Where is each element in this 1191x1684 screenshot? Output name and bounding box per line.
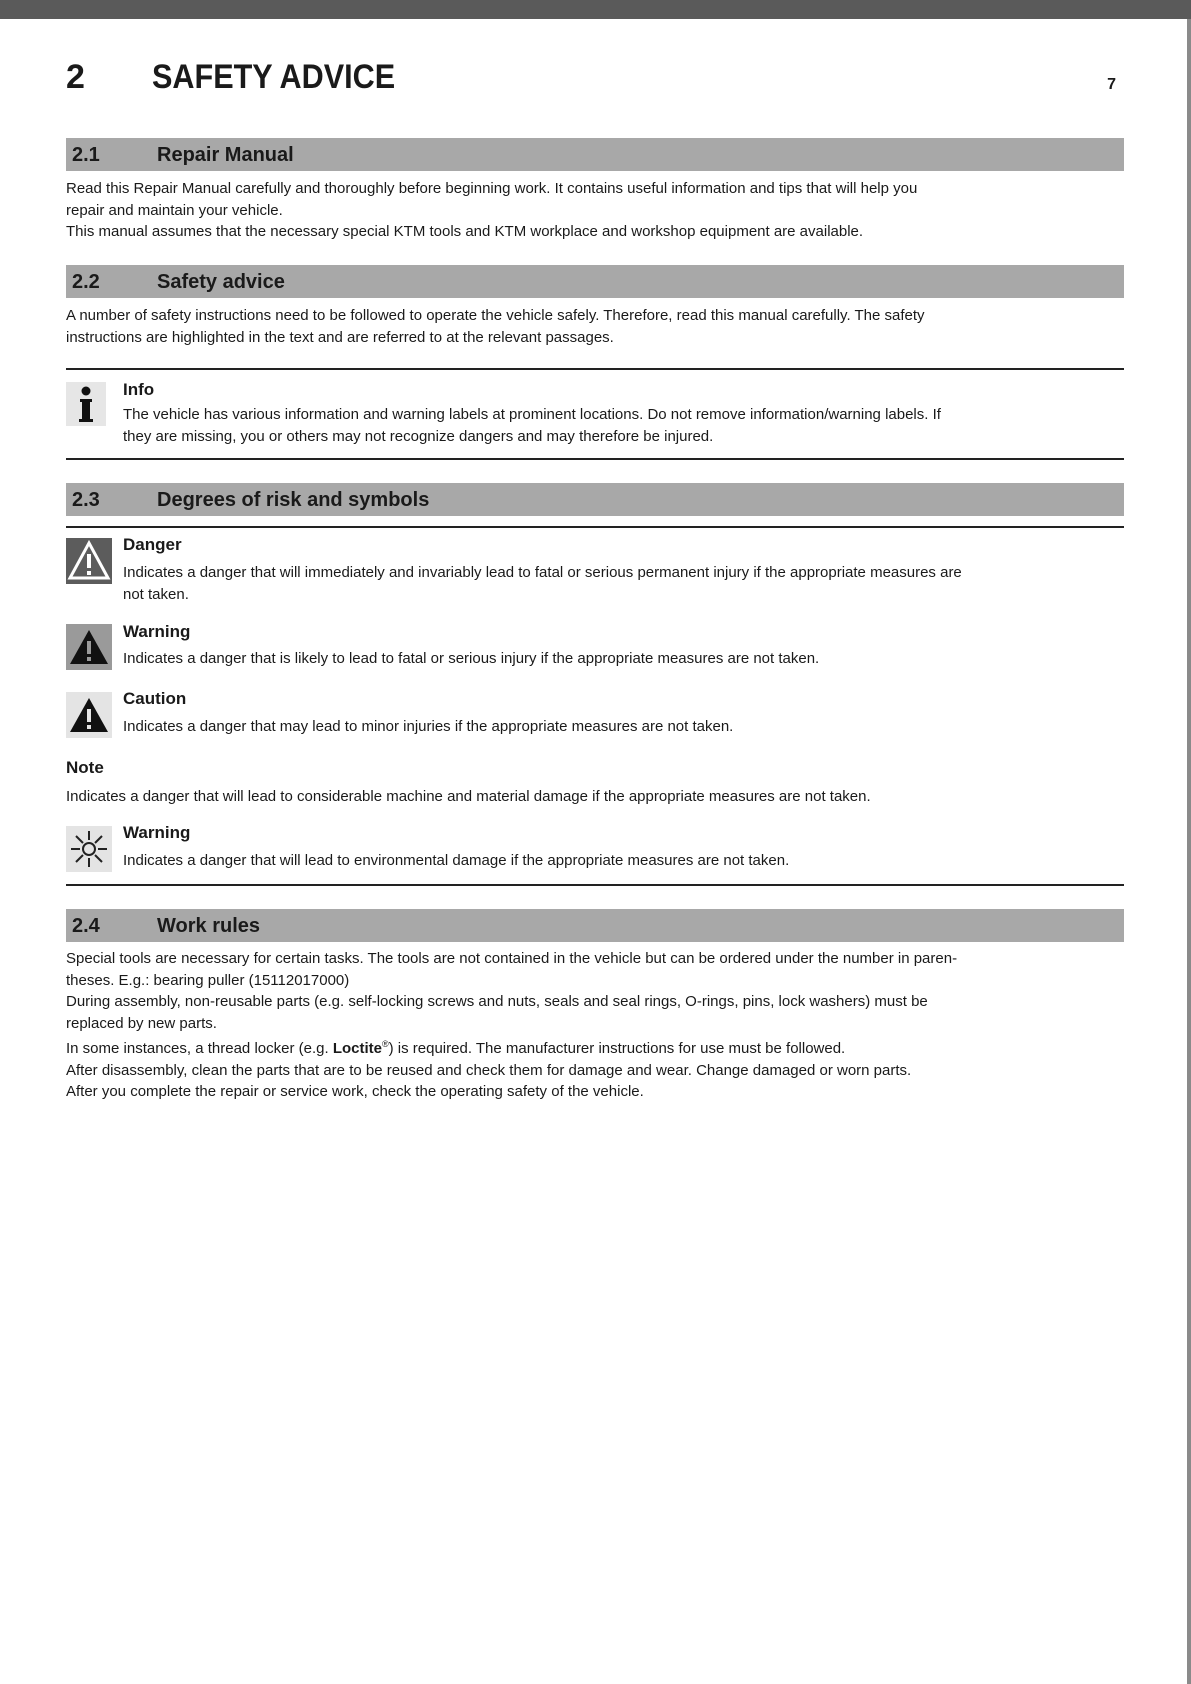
text-line: After you complete the repair or service work, check the operating safety of the vehicle.: [66, 1083, 644, 1100]
registered-mark: ®: [381, 1039, 389, 1049]
divider: [66, 368, 1124, 370]
warning-heading: Warning: [123, 622, 191, 641]
danger-icon: [66, 538, 112, 584]
section-number: 2.1: [72, 144, 100, 166]
section-title: Safety advice: [157, 271, 285, 293]
section-title: Degrees of risk and symbols: [157, 489, 430, 511]
scrollbar[interactable]: [1187, 19, 1191, 1684]
caution-heading: Caution: [123, 689, 187, 708]
text-line: During assembly, non-reusable parts (e.g. self-locking screws and nuts, seals and seal rings, O-rings, pins, lock washers) must be: [66, 993, 928, 1010]
note-text: [66, 786, 1124, 808]
section-header-repair-manual: [66, 138, 1124, 171]
section-header-safety-advice: [66, 265, 1124, 298]
divider: [66, 884, 1124, 886]
text-line: they are missing, you or others may not recognize dangers and may therefore be injured.: [123, 427, 714, 445]
text-line: Special tools are necessary for certain tasks. The tools are not contained in the vehicle but can be ordered under the number in paren-: [66, 950, 958, 967]
section-number: 2.4: [72, 915, 100, 937]
caution-icon: [66, 692, 112, 738]
chapter-number: 2: [66, 58, 85, 96]
text-line: Read this Repair Manual carefully and thoroughly before beginning work. It contains useful information and tips that will help you: [66, 180, 918, 197]
text-line: This manual assumes that the necessary special KTM tools and KTM workplace and workshop equipment are available.: [66, 223, 864, 240]
info-icon: [66, 382, 106, 426]
loctite-label: Loctite: [332, 1040, 382, 1057]
section-title: Work rules: [157, 915, 260, 937]
environment-warning-text: [123, 850, 1123, 872]
text-line: instructions are highlighted in the text and are referred to at the relevant passages.: [66, 328, 614, 346]
text-line: theses. E.g.: bearing puller (15112017000): [66, 971, 350, 989]
environment-warning-heading: Warning: [123, 823, 191, 842]
text-line: Indicates a danger that will immediately and invariably lead to fatal or serious permanent injury if the appropriate measures are: [123, 564, 962, 581]
section-header-degrees-of-risk: [66, 483, 1124, 516]
text-line: Indicates a danger that may lead to minor injuries if the appropriate measures are not taken.: [123, 718, 734, 735]
chapter-title: SAFETY ADVICE: [152, 58, 396, 96]
text-line: The vehicle has various information and warning labels at prominent locations. Do not remove information/warning labels. If: [123, 406, 941, 423]
caution-text: [123, 716, 1123, 738]
warning-icon: [66, 624, 112, 670]
environment-icon: [66, 826, 112, 872]
text-line: A number of safety instructions need to be followed to operate the vehicle safely. Therefore, read this manual carefully. The safety: [66, 307, 925, 324]
text-span: In some instances, a thread locker (e.g.: [66, 1040, 333, 1057]
info-heading: Info: [123, 380, 155, 399]
top-bar: [0, 0, 1191, 19]
note-heading: Note: [66, 758, 104, 777]
work-rules-text: [66, 948, 1124, 1103]
text-line: After disassembly, clean the parts that are to be reused and check them for damage and wear. Change damaged or worn parts.: [66, 1061, 912, 1079]
info-text: [123, 404, 1123, 447]
paragraph: [66, 178, 1124, 243]
divider: [66, 526, 1124, 528]
text-span: ) is required. The manufacturer instructions for use must be followed.: [388, 1040, 846, 1057]
text-line: Indicates a danger that will lead to considerable machine and material damage if the appropriate measures are not taken.: [66, 788, 871, 805]
text-line: not taken.: [123, 585, 189, 603]
page-number: 7: [1107, 76, 1116, 93]
paragraph: [66, 305, 1124, 348]
section-title: Repair Manual: [157, 144, 294, 166]
text-line: repair and maintain your vehicle.: [66, 201, 283, 219]
text-line-loctite: [66, 1034, 1124, 1060]
danger-text: [123, 562, 1123, 605]
text-line: replaced by new parts.: [66, 1014, 217, 1032]
text-line: Indicates a danger that will lead to environmental damage if the appropriate measures are not taken.: [123, 852, 790, 869]
section-number: 2.3: [72, 489, 100, 511]
section-header-work-rules: [66, 909, 1124, 942]
section-number: 2.2: [72, 271, 100, 293]
warning-text: [123, 648, 1123, 670]
text-line: Indicates a danger that is likely to lead to fatal or serious injury if the appropriate measures are not taken.: [123, 650, 820, 667]
danger-heading: Danger: [123, 535, 182, 554]
divider: [66, 458, 1124, 460]
